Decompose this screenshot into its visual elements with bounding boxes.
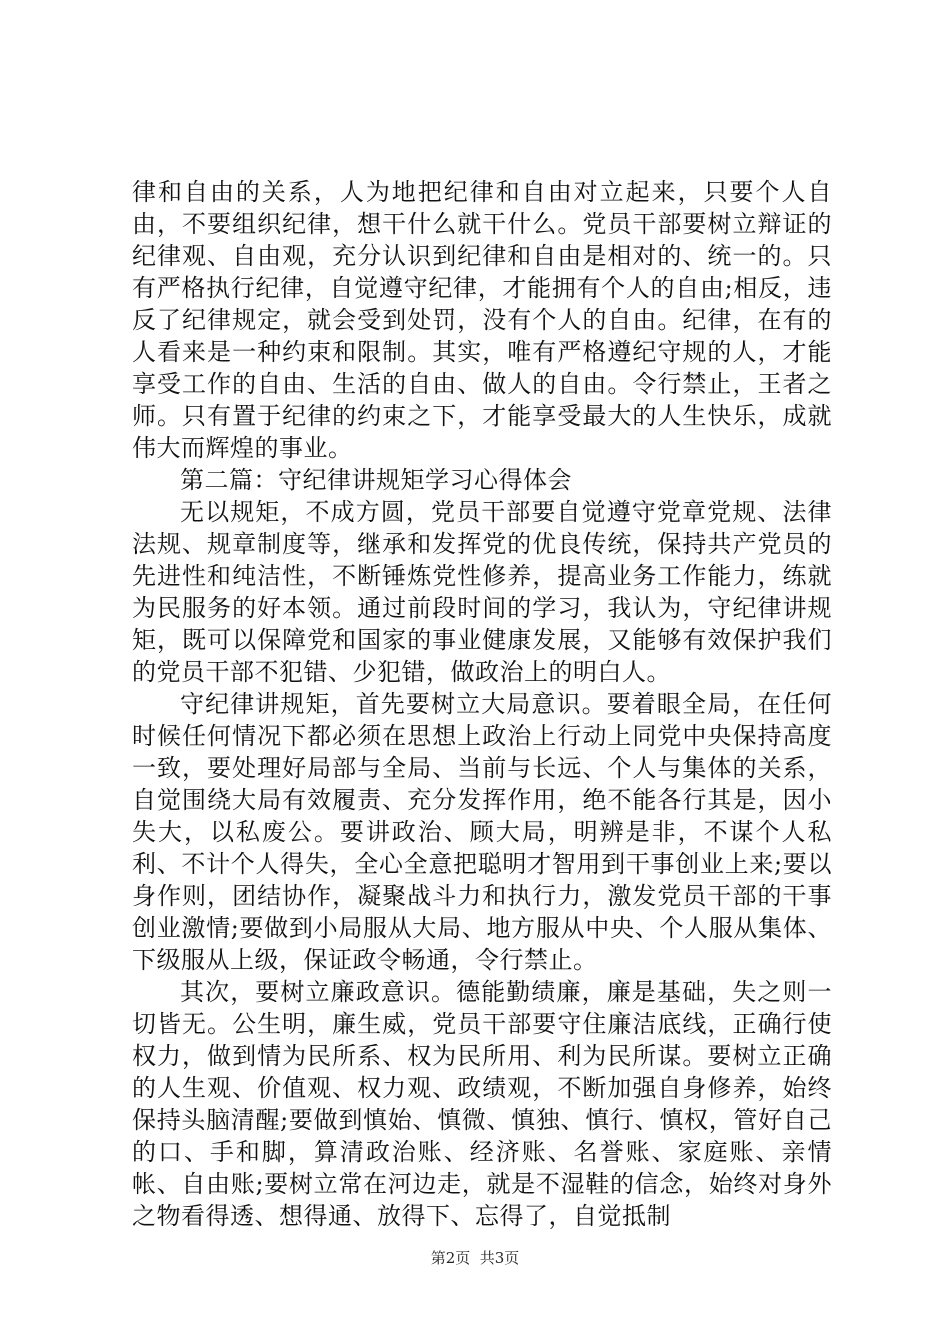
paragraph-continuation: 律和自由的关系，人为地把纪律和自由对立起来，只要个人自由，不要组织纪律，想干什么就干什么。党员干部要树立辩证的纪律观、自由观，充分认识到纪律和自由是相对的、统一的。只有严格执行纪律，自觉遵守纪律，才能拥有个人的自由;相反，违反了纪律规定，就会受到处罚，没有个人的自由。纪律，在有的人看来是一种约束和限制。其实，唯有严格遵纪守规的人，才能享受工作的自由、生活的自由、做人的自由。令行禁止，王者之师。只有置于纪律的约束之下，才能享受最大的人生快乐，成就伟大而辉煌的事业。	[132, 178, 832, 462]
paragraph-integrity-awareness: 其次，要树立廉政意识。德能勤绩廉，廉是基础，失之则一切皆无。公生明，廉生威，党员干部要守住廉洁底线，正确行使权力，做到情为民所系、权为民所用、利为民所谋。要树立正确的人生观、价值观、权力观、政绩观，不断加强自身修养，始终保持头脑清醒;要做到慎始、慎微、慎独、慎行、慎权，管好自己的口、手和脚，算清政治账、经济账、名誉账、家庭账、亲情帐、自由账;要树立常在河边走，就是不湿鞋的信念，始终对身外之物看得透、想得通、放得下、忘得了，自觉抵制	[132, 978, 832, 1230]
page-footer	[0, 1247, 950, 1268]
page-number-label: 第2页 共3页	[430, 1249, 520, 1267]
paragraph-overall-awareness: 守纪律讲规矩，首先要树立大局意识。要着眼全局，在任何时候任何情况下都必须在思想上政治上行动上同党中央保持高度一致，要处理好局部与全局、当前与长远、个人与集体的关系，自觉围绕大局有效履责、充分发挥作用，绝不能各行其是，因小失大，以私废公。要讲政治、顾大局，明辨是非，不谋个人私利、不计个人得失，全心全意把聪明才智用到干事创业上来;要以身作则，团结协作，凝聚战斗力和执行力，激发党员干部的干事创业激情;要做到小局服从大局、地方服从中央、个人服从集体、下级服从上级，保证政令畅通，令行禁止。	[132, 690, 832, 974]
document-body	[132, 176, 832, 1232]
paragraph-intro: 无以规矩，不成方圆，党员干部要自觉遵守党章党规、法律法规、规章制度等，继承和发挥党的优良传统，保持共产党员的先进性和纯洁性，不断锤炼党性修养，提高业务工作能力，练就为民服务的好本领。通过前段时间的学习，我认为，守纪律讲规矩，既可以保障党和国家的事业健康发展，又能够有效保护我们的党员干部不犯错、少犯错，做政治上的明白人。	[132, 498, 832, 686]
section-heading: 第二篇：守纪律讲规矩学习心得体会	[180, 466, 572, 494]
